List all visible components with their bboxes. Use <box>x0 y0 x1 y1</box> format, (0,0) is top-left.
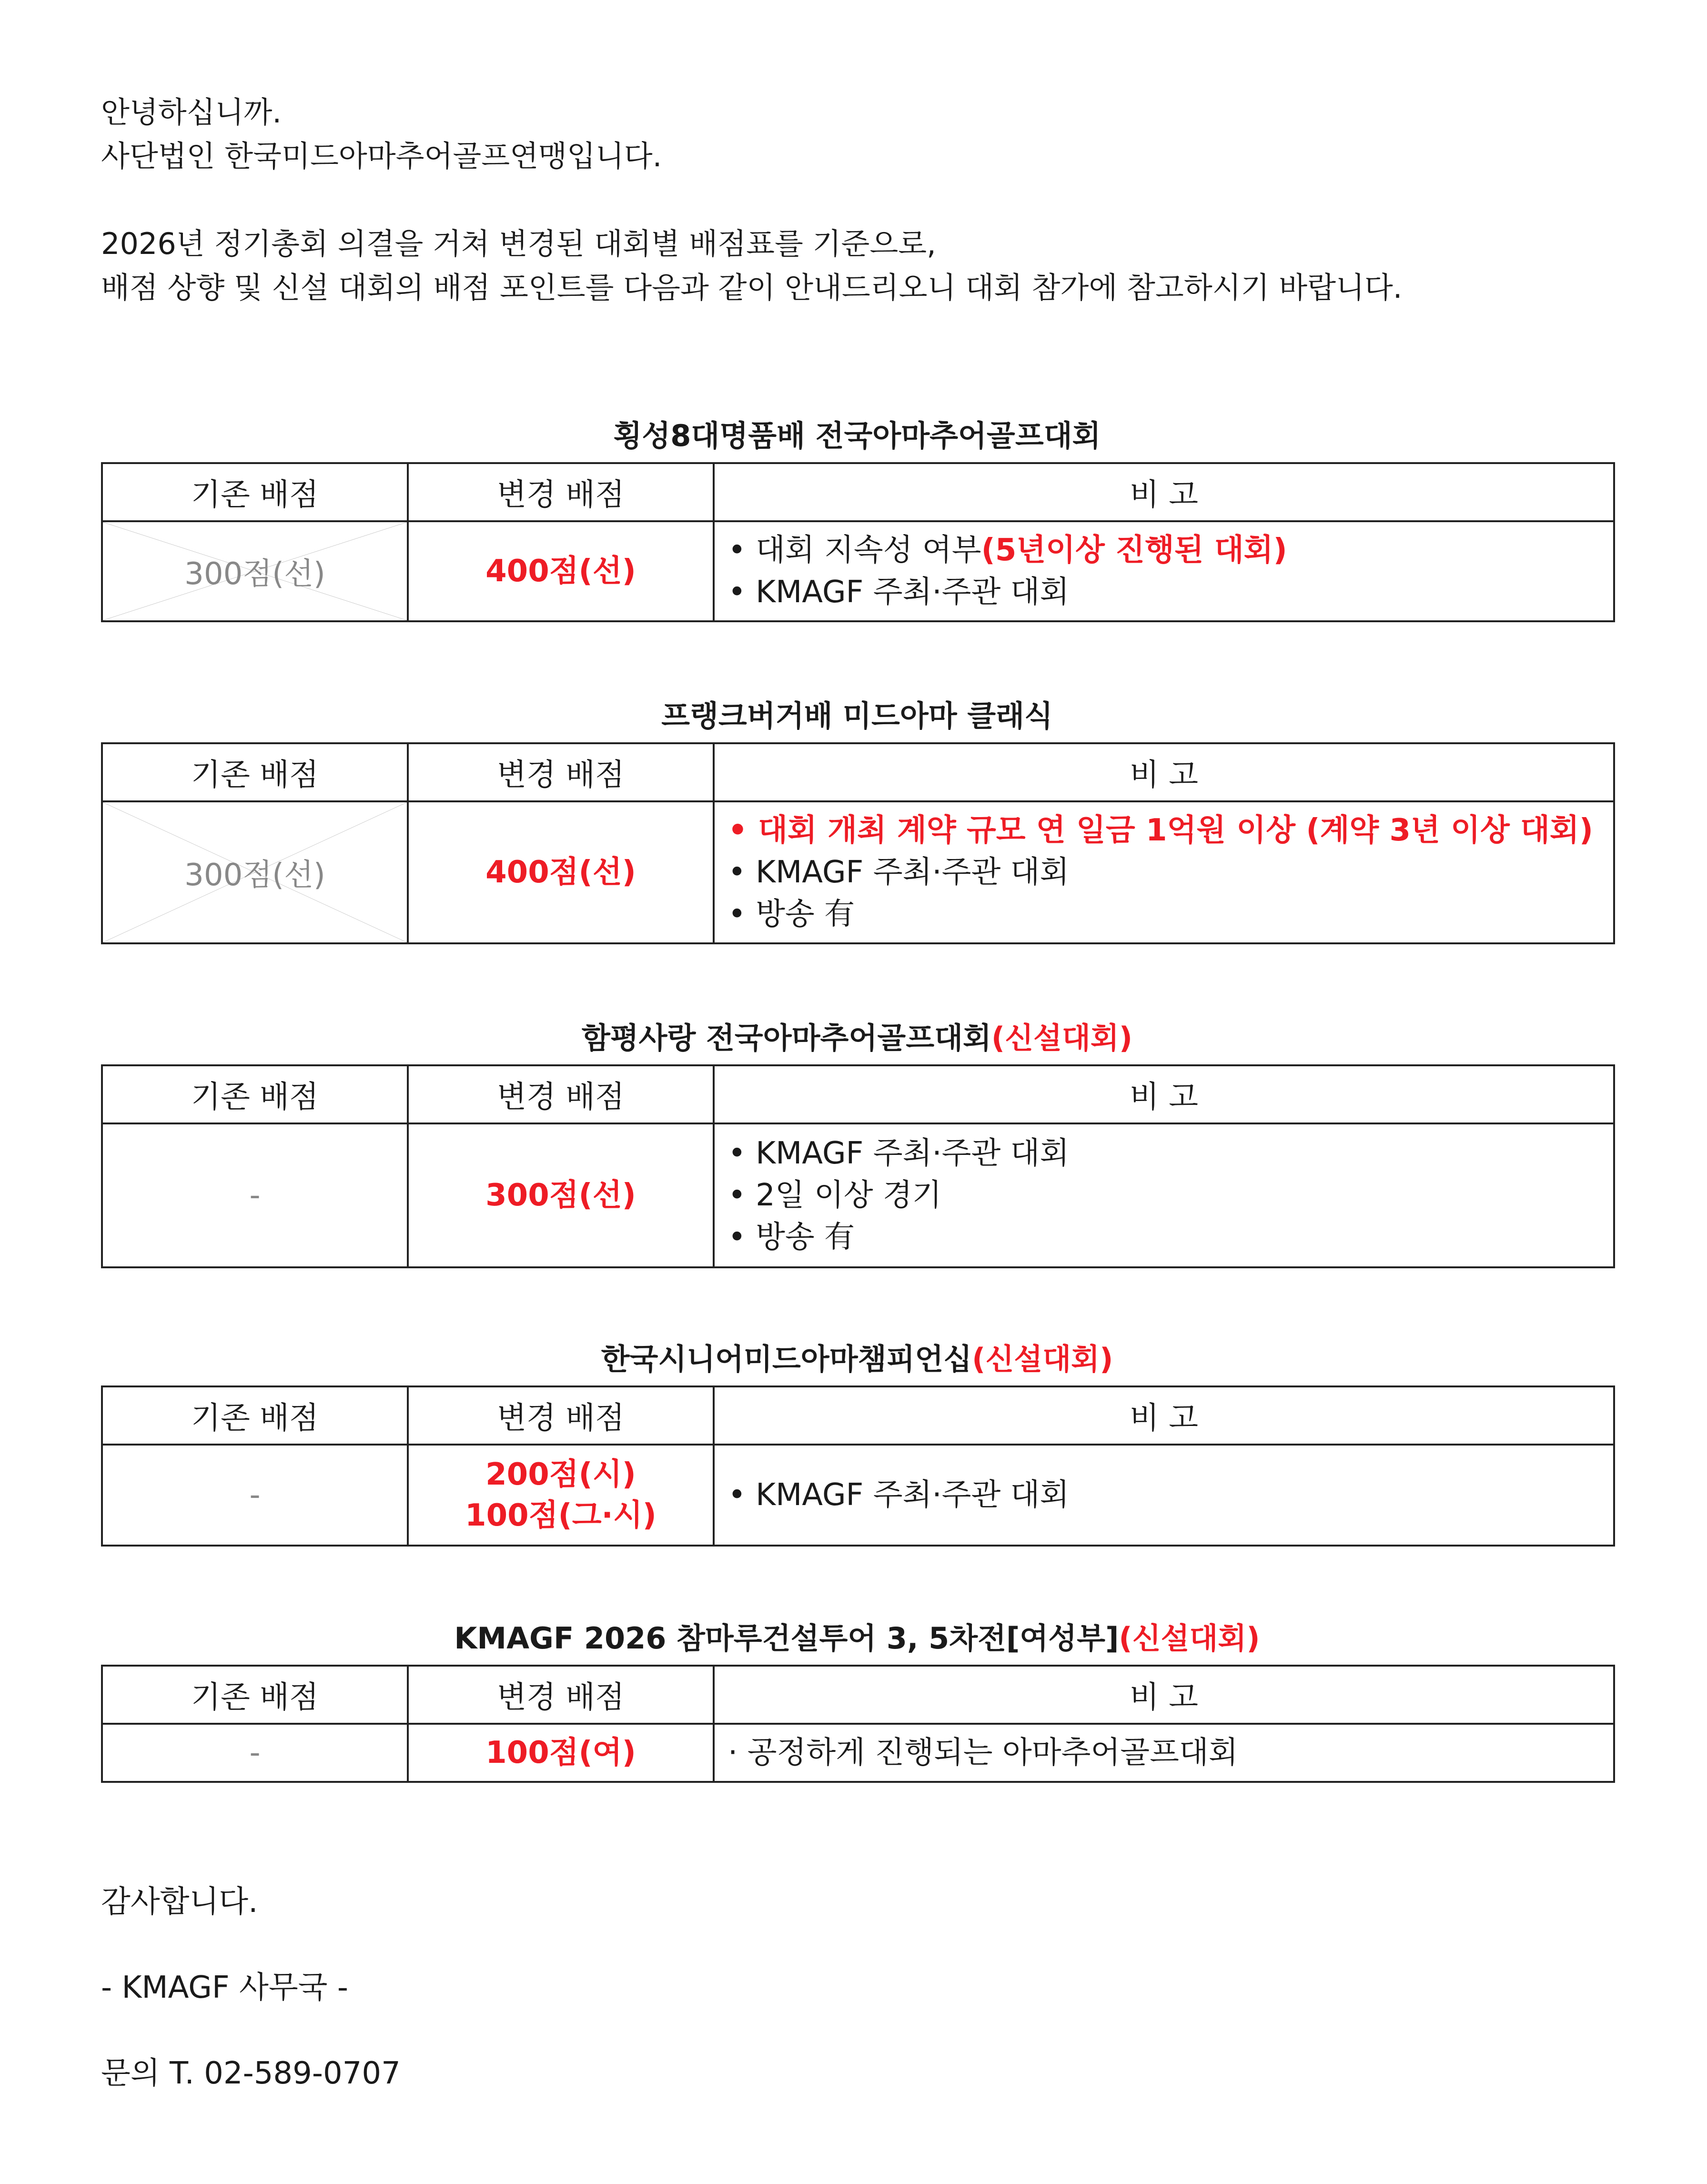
new-score: 300점(선) <box>485 1178 636 1213</box>
remarks-cell <box>714 521 1614 621</box>
section-title <box>101 410 1613 462</box>
intro-text <box>101 91 1403 310</box>
new-score-cell <box>408 521 714 621</box>
section-4 <box>101 1333 1613 1547</box>
score-table <box>101 462 1615 622</box>
old-score-cell <box>102 1724 408 1782</box>
old-score: - <box>249 1178 261 1213</box>
header-remarks: 비 고 <box>714 1666 1614 1724</box>
header-new-score: 변경 배점 <box>408 1386 714 1445</box>
old-score: 300점(선) <box>184 556 325 592</box>
new-tag: (신설대회) <box>991 1021 1133 1055</box>
score-table <box>101 1665 1615 1783</box>
section-2 <box>101 690 1613 944</box>
new-score-cell <box>408 1445 714 1546</box>
notice-line-1: 2026년 정기총회 의결을 거쳐 변경된 대회별 배점표를 기준으로, <box>101 226 936 261</box>
header-new-score: 변경 배점 <box>408 743 714 801</box>
score-table <box>101 742 1615 944</box>
section-title <box>101 690 1613 742</box>
new-score: 400점(선) <box>485 855 636 890</box>
old-score: - <box>249 1735 261 1770</box>
remarks-cell <box>714 1724 1614 1782</box>
new-score-cell <box>408 1724 714 1782</box>
header-remarks: 비 고 <box>714 1065 1614 1123</box>
new-score: 400점(선) <box>485 554 636 589</box>
org-line: 사단법인 한국미드아마추어골프연맹입니다. <box>101 139 662 173</box>
section-3 <box>101 1012 1613 1268</box>
office-line: - KMAGF 사무국 - <box>101 1970 348 2005</box>
old-score-cell <box>102 801 408 943</box>
section-1 <box>101 410 1613 622</box>
section-title <box>101 1012 1613 1064</box>
remark-item: · 공정하게 진행되는 아마추어골프대회 <box>728 1735 1238 1770</box>
remark-item: • KMAGF 주최·주관 대회 <box>728 855 1070 890</box>
new-tag: (신설대회) <box>1119 1621 1260 1656</box>
section-title <box>101 1333 1613 1385</box>
new-score-cell <box>408 1123 714 1267</box>
notice-line-2: 배점 상향 및 신설 대회의 배점 포인트를 다음과 같이 안내드리오니 대회 참가에 참고하시기 바랍니다. <box>101 270 1403 305</box>
thanks-line: 감사합니다. <box>101 1884 258 1920</box>
remark-item: • 방송 有 <box>728 897 855 932</box>
header-old-score: 기존 배점 <box>102 463 408 521</box>
remark-item: • 대회 개최 계약 규모 연 일금 1억원 이상 (계약 3년 이상 대회) <box>728 813 1593 848</box>
remark-item: • 대회 지속성 여부(5년이상 진행된 대회) <box>728 533 1287 568</box>
tournament-name: 함평사랑 전국아마추어골프대회 <box>581 1021 991 1055</box>
new-score: 100점(여) <box>485 1735 636 1770</box>
old-score: 300점(선) <box>184 858 325 893</box>
score-table <box>101 1064 1615 1268</box>
tournament-name: 횡성8대명품배 전국아마추어골프대회 <box>613 418 1101 453</box>
old-score-cell <box>102 521 408 621</box>
contact-line: 문의 T. 02-589-0707 <box>101 2056 401 2091</box>
tournament-name: 프랭크버거배 미드아마 클래식 <box>661 698 1053 733</box>
header-new-score: 변경 배점 <box>408 1065 714 1123</box>
old-score-cell <box>102 1123 408 1267</box>
new-score-cell <box>408 801 714 943</box>
header-remarks: 비 고 <box>714 743 1614 801</box>
remark-item: • 2일 이상 경기 <box>728 1178 942 1213</box>
header-remarks: 비 고 <box>714 1386 1614 1445</box>
remark-item: • KMAGF 주최·주관 대회 <box>728 1477 1070 1513</box>
header-old-score: 기존 배점 <box>102 1386 408 1445</box>
greeting-line: 안녕하십니까. <box>101 95 282 130</box>
header-new-score: 변경 배점 <box>408 463 714 521</box>
new-score: 200점(시) <box>485 1457 636 1492</box>
remarks-cell <box>714 1123 1614 1267</box>
section-5 <box>101 1612 1613 1783</box>
section-title <box>101 1612 1613 1665</box>
header-remarks: 비 고 <box>714 463 1614 521</box>
tournament-name: KMAGF 2026 참마루건설투어 3, 5차전[여성부] <box>454 1621 1119 1656</box>
header-old-score: 기존 배점 <box>102 1065 408 1123</box>
header-new-score: 변경 배점 <box>408 1666 714 1724</box>
header-old-score: 기존 배점 <box>102 743 408 801</box>
old-score: - <box>249 1477 261 1513</box>
header-old-score: 기존 배점 <box>102 1666 408 1724</box>
old-score-cell <box>102 1445 408 1546</box>
remark-item: • KMAGF 주최·주관 대회 <box>728 1136 1070 1171</box>
remark-item: • 방송 有 <box>728 1220 855 1255</box>
score-table <box>101 1385 1615 1547</box>
remarks-cell <box>714 801 1614 943</box>
new-tag: (신설대회) <box>972 1342 1113 1376</box>
remark-item: • KMAGF 주최·주관 대회 <box>728 575 1070 610</box>
new-score: 100점(그·시) <box>465 1498 657 1533</box>
remarks-cell <box>714 1445 1614 1546</box>
tournament-name: 한국시니어미드아마챔피언십 <box>601 1342 972 1376</box>
